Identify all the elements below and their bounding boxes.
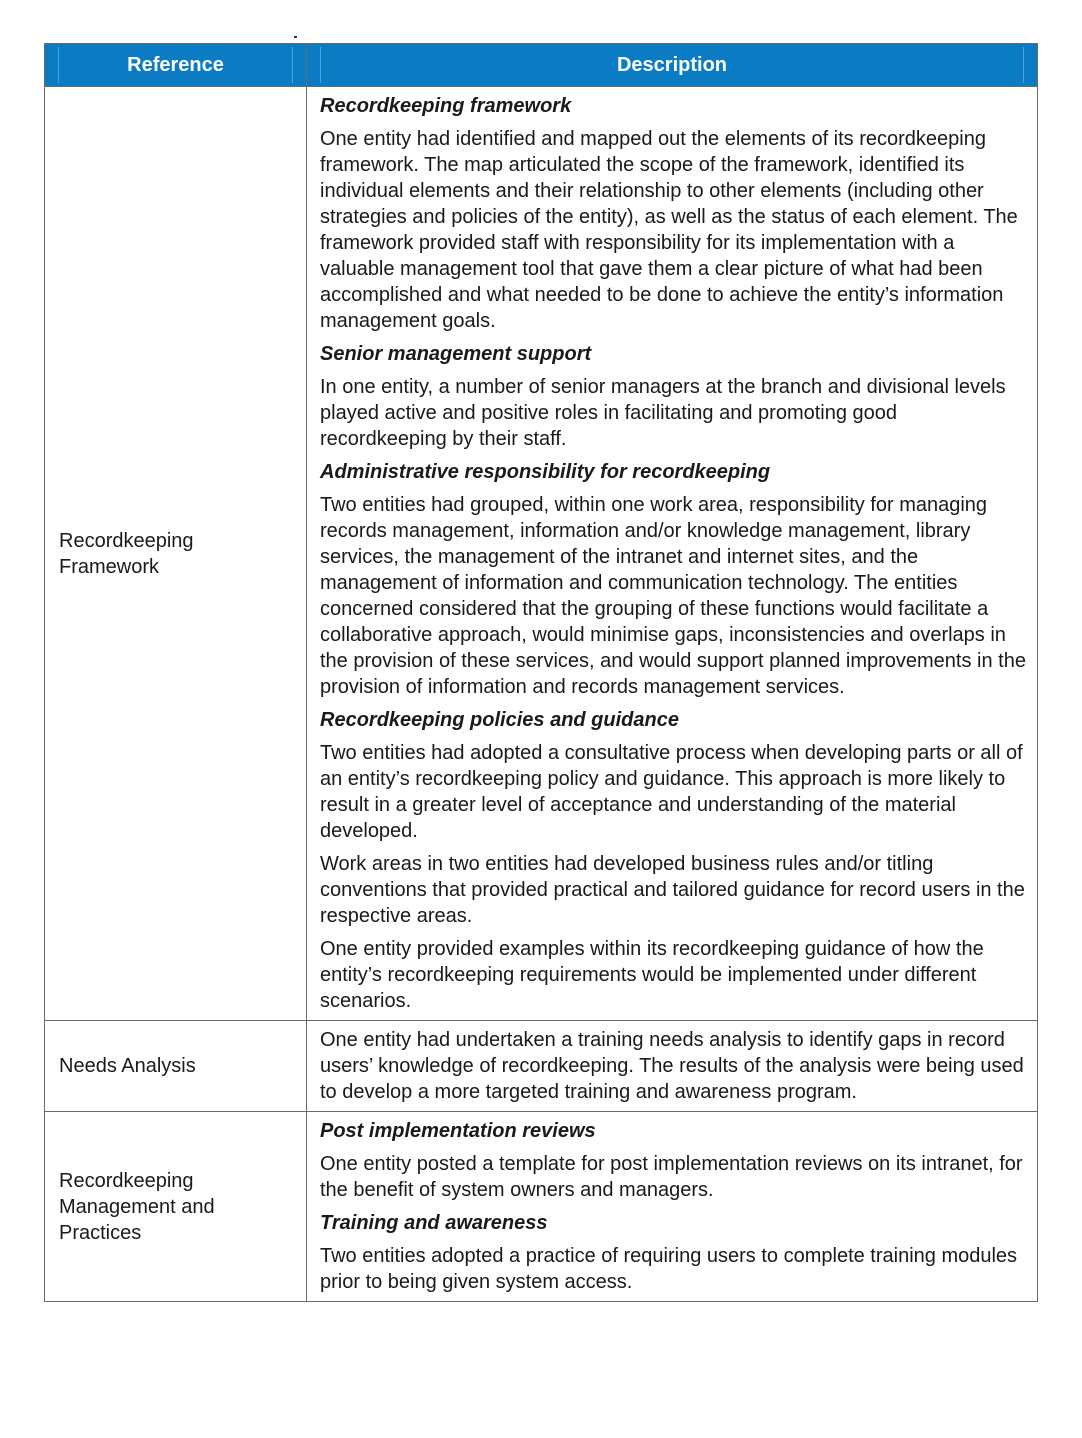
header-description xyxy=(307,44,1038,87)
description-block xyxy=(320,707,1029,1014)
section-heading: Recordkeeping framework xyxy=(320,95,572,117)
section-heading: Post implementation reviews xyxy=(320,1120,596,1142)
reference-label: Recordkeeping Management and Practices xyxy=(59,1169,215,1244)
section-heading: Recordkeeping policies and guidance xyxy=(320,709,679,731)
description-block xyxy=(320,1210,1029,1295)
reference-cell xyxy=(45,1021,307,1112)
description-paragraph: Two entities adopted a practice of requiring users to complete training modules prior to being given system access. xyxy=(320,1245,1018,1293)
description-cell xyxy=(307,87,1038,1021)
description-paragraph: One entity posted a template for post implementation reviews on its intranet, for the benefit of system owners and managers. xyxy=(320,1153,1023,1201)
reference-cell xyxy=(45,87,307,1021)
reference-cell xyxy=(45,1112,307,1302)
description-paragraph: One entity provided examples within its recordkeeping guidance of how the entity’s recordkeeping requirements would be implemented under different scenarios. xyxy=(320,938,984,1012)
table-row xyxy=(45,87,1038,1021)
header-row xyxy=(45,44,1038,87)
description-block xyxy=(320,1118,1029,1203)
table-row xyxy=(45,1112,1038,1302)
header-reference-label: Reference xyxy=(127,53,224,76)
description-paragraph: Two entities had adopted a consultative process when developing parts or all of an entity’s recordkeeping policy and guidance. This approach is more likely to result in a greater level of acceptance and understanding of the material developed. xyxy=(320,742,1023,842)
reference-label: Needs Analysis xyxy=(59,1055,196,1077)
description-paragraph: Work areas in two entities had developed business rules and/or titling conventions that provided practical and tailored guidance for record users in the respective areas. xyxy=(320,853,1025,927)
header-reference xyxy=(45,44,307,87)
description-paragraph: Two entities had grouped, within one work area, responsibility for managing records management, information and/or knowledge management, library services, the management of the intranet and internet sites, and the management of information and communication technology. The entities concerned considered that the grouping of these functions would facilitate a collaborative approach, would minimise gaps, inconsistencies and overlaps in the provision of these services, and would support planned improvements in the provision of information and records management services. xyxy=(320,494,1026,698)
good-practice-table xyxy=(44,43,1038,1302)
section-heading: Administrative responsibility for recordkeeping xyxy=(320,461,771,483)
description-paragraph: One entity had undertaken a training needs analysis to identify gaps in record users’ knowledge of recordkeeping. The results of the analysis were being used to develop a more targeted training and awareness program. xyxy=(320,1029,1024,1103)
section-heading: Training and awareness xyxy=(320,1212,548,1234)
reference-label: Recordkeeping Framework xyxy=(59,529,194,578)
table-body xyxy=(45,87,1038,1302)
description-block xyxy=(320,93,1029,334)
description-block xyxy=(320,1027,1029,1105)
table-header xyxy=(45,44,1038,87)
page-mark xyxy=(294,36,297,38)
section-heading: Senior management support xyxy=(320,343,592,365)
description-block xyxy=(320,459,1029,700)
description-cell xyxy=(307,1112,1038,1302)
description-cell xyxy=(307,1021,1038,1112)
description-paragraph: One entity had identified and mapped out the elements of its recordkeeping framework. The map articulated the scope of the framework, identified its individual elements and their relationship to other elements (including other strategies and policies of the entity), as well as the status of each element. The framework provided staff with responsibility for its implementation with a valuable management tool that gave them a clear picture of what had been accomplished and what needed to be done to achieve the entity’s information management goals. xyxy=(320,128,1018,332)
description-block xyxy=(320,341,1029,452)
description-paragraph: In one entity, a number of senior managers at the branch and divisional levels played active and positive roles in facilitating and promoting good recordkeeping by their staff. xyxy=(320,376,1006,450)
header-description-label: Description xyxy=(616,53,728,76)
table-row xyxy=(45,1021,1038,1112)
